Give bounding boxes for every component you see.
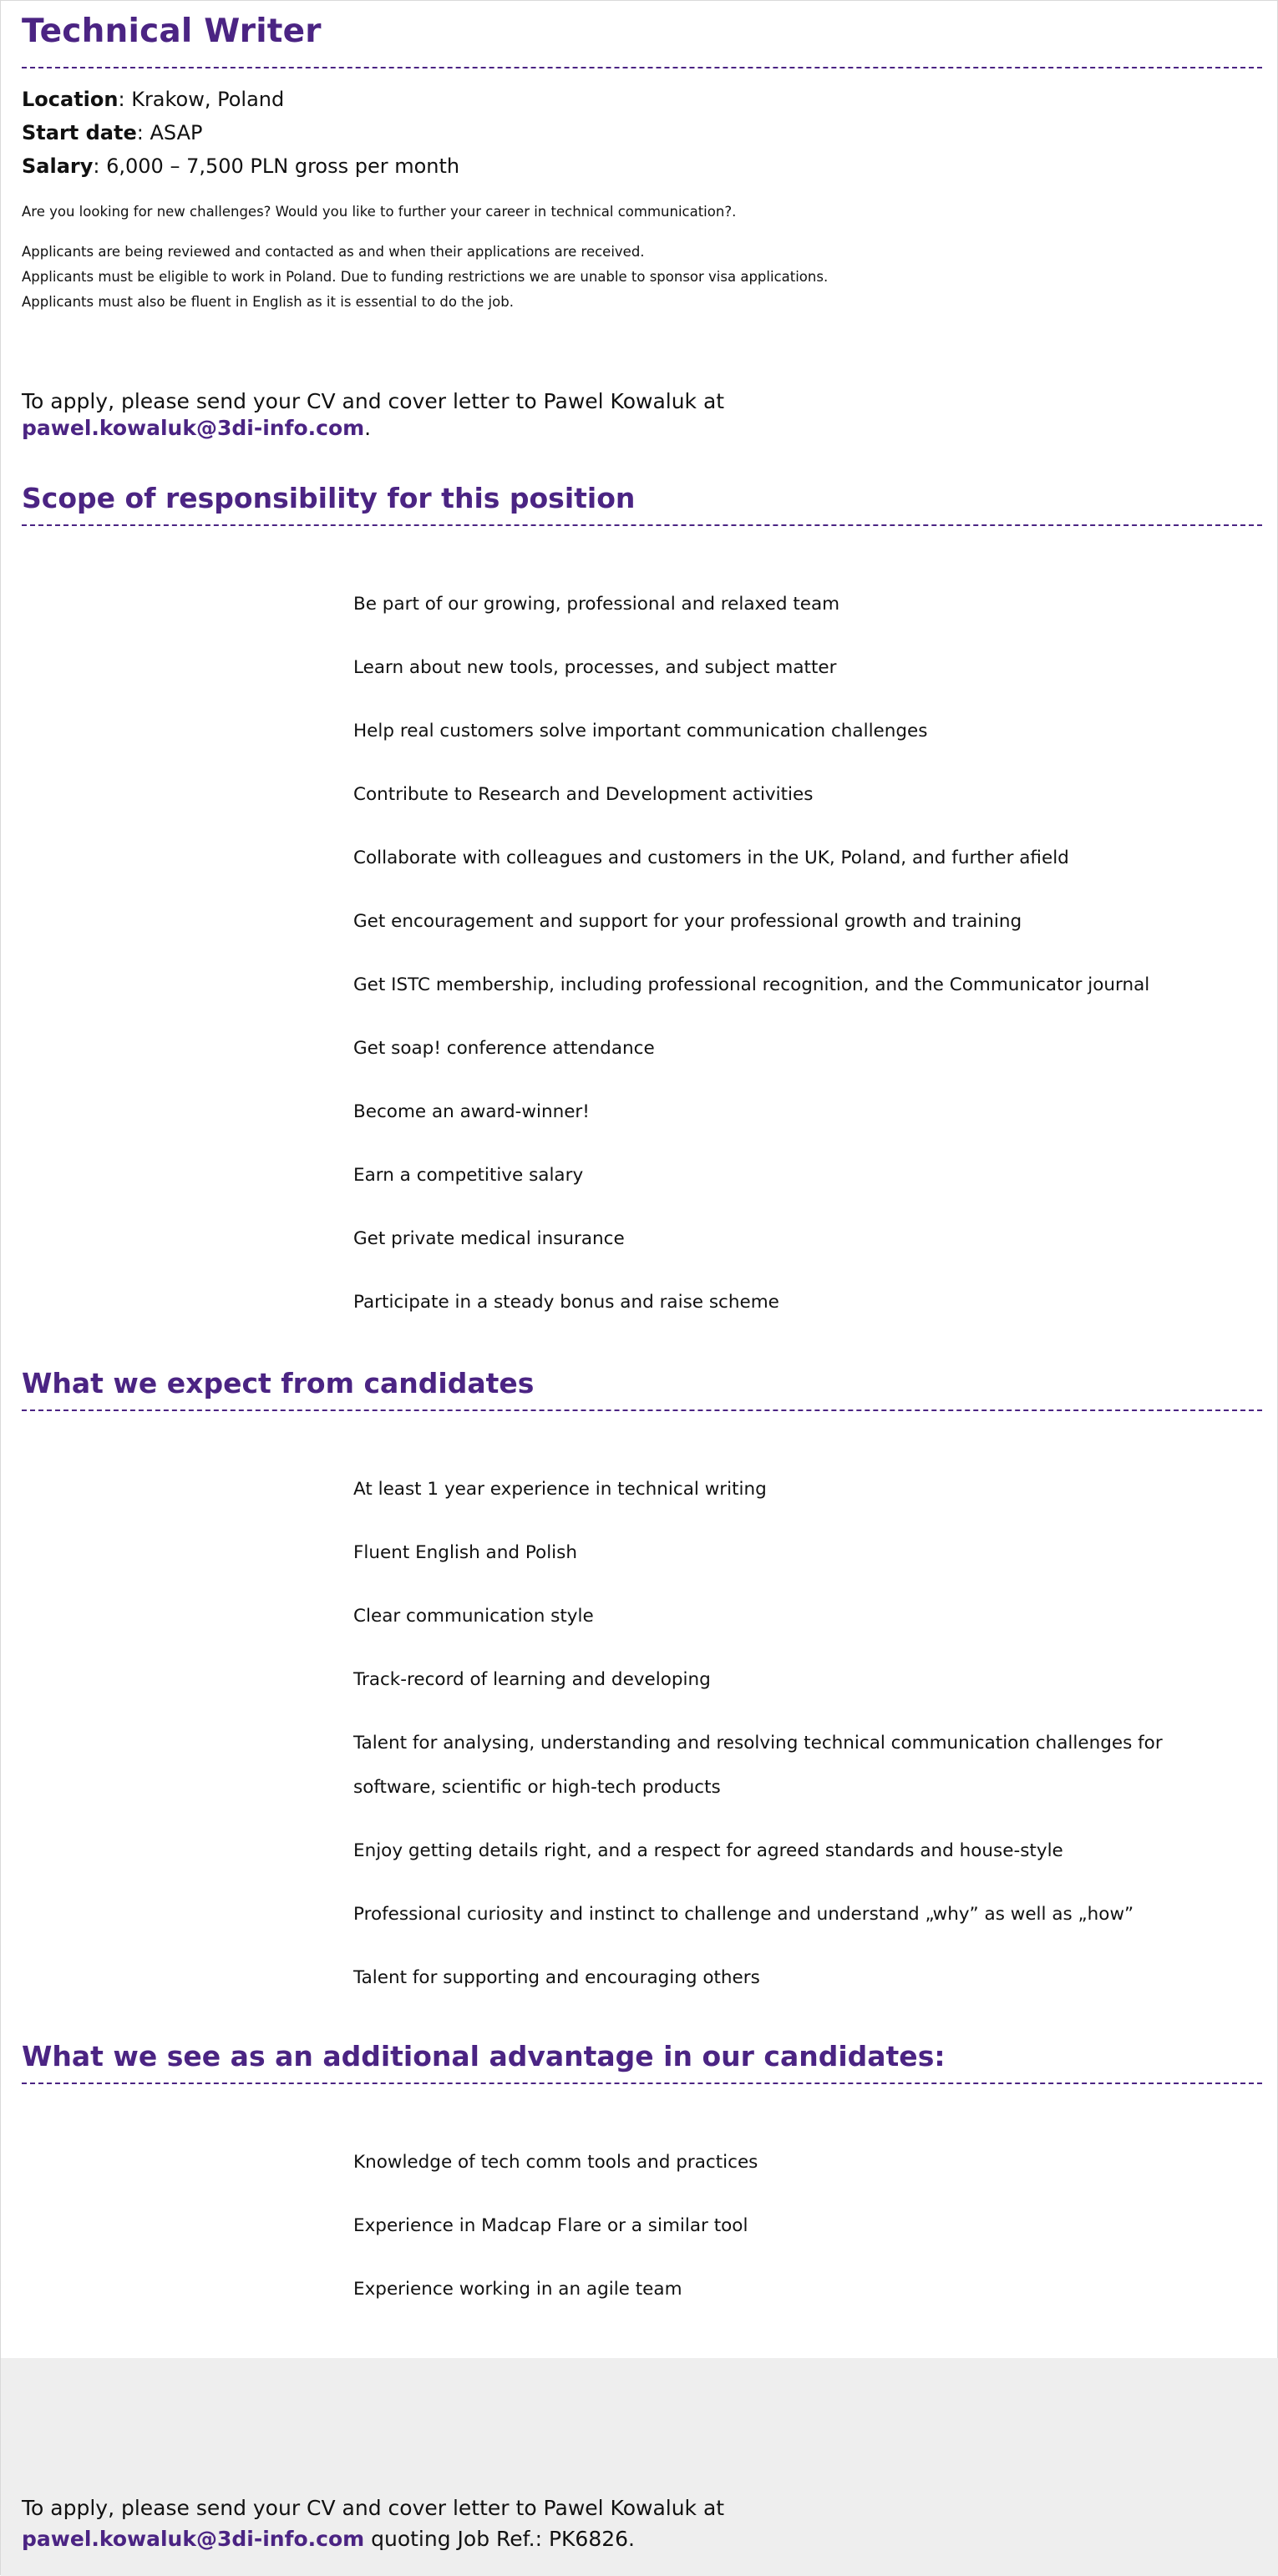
list-item: Experience working in an agile team <box>353 2279 682 2300</box>
list-item: Be part of our growing, professional and relaxed team <box>353 594 840 615</box>
list-item: Get private medical insurance <box>353 1228 625 1249</box>
intro-question: Are you looking for new challenges? Would you like to further your career in technical communication?. <box>22 204 737 220</box>
apply-text: To apply, please send your CV and cover letter to Pawel Kowaluk at <box>22 389 725 413</box>
list-item: Experience in Madcap Flare or a similar tool <box>353 2215 748 2236</box>
list-item: Help real customers solve important communication challenges <box>353 721 928 741</box>
advantage-list <box>353 2140 1239 2321</box>
list-item: Knowledge of tech comm tools and practices <box>353 2152 758 2173</box>
list-item: Participate in a steady bonus and raise scheme <box>353 1292 779 1313</box>
expect-list <box>353 1467 1239 2010</box>
advantage-heading: What we see as an additional advantage in our candidates: <box>22 2040 946 2072</box>
salary-value: 6,000 – 7,500 PLN gross per month <box>106 154 460 178</box>
intro-note-1: Applicants are being reviewed and contacted as and when their applications are received. <box>22 244 645 260</box>
list-item: Fluent English and Polish <box>353 1542 577 1563</box>
footer-email-link[interactable]: pawel.kowaluk@3di-info.com <box>22 2527 365 2551</box>
list-item: Get ISTC membership, including professional recognition, and the Communicator journal <box>353 974 1150 995</box>
location-value: Krakow, Poland <box>131 88 285 111</box>
list-item: Professional curiosity and instinct to challenge and understand „why” as well as „how” <box>353 1904 1134 1925</box>
scope-list <box>353 582 1239 1334</box>
list-item: Earn a competitive salary <box>353 1165 584 1186</box>
expect-divider <box>22 1409 1262 1411</box>
page-title: Technical Writer <box>22 13 322 50</box>
scope-divider <box>22 524 1262 526</box>
intro-note-2: Applicants must be eligible to work in Poland. Due to funding restrictions we are unable to sponsor visa applications. <box>22 269 829 285</box>
salary-line: Salary: 6,000 – 7,500 PLN gross per month <box>22 154 460 178</box>
list-item: Clear communication style <box>353 1606 594 1627</box>
list-item: Get soap! conference attendance <box>353 1038 655 1059</box>
title-divider <box>22 67 1262 68</box>
footer-apply-paragraph <box>22 2492 907 2554</box>
list-item: Learn about new tools, processes, and subject matter <box>353 657 837 678</box>
scope-heading: Scope of responsibility for this position <box>22 482 636 514</box>
list-item: Contribute to Research and Development activities <box>353 784 814 805</box>
footer-apply-text: To apply, please send your CV and cover letter to Pawel Kowaluk at <box>22 2496 725 2520</box>
intro-note-3: Applicants must also be fluent in English as it is essential to do the job. <box>22 294 514 310</box>
location-line: Location: Krakow, Poland <box>22 88 285 111</box>
list-item: At least 1 year experience in technical writing <box>353 1479 767 1500</box>
list-item: Enjoy getting details right, and a respect for agreed standards and house-style <box>353 1840 1063 1861</box>
location-label: Location <box>22 88 119 111</box>
list-item: Become an award-winner! <box>353 1101 590 1122</box>
apply-paragraph <box>22 388 773 442</box>
advantage-divider <box>22 2083 1262 2084</box>
start-date-value: ASAP <box>150 121 203 144</box>
list-item: Get encouragement and support for your professional growth and training <box>353 911 1022 932</box>
list-item: Talent for supporting and encouraging others <box>353 1967 760 1988</box>
expect-heading: What we expect from candidates <box>22 1367 535 1399</box>
start-date-line: Start date: ASAP <box>22 121 203 144</box>
apply-email-link[interactable]: pawel.kowaluk@3di-info.com <box>22 416 365 440</box>
footer-job-ref: quoting Job Ref.: PK6826. <box>371 2527 635 2551</box>
start-date-label: Start date <box>22 121 137 144</box>
salary-label: Salary <box>22 154 94 178</box>
list-item: Track-record of learning and developing <box>353 1669 711 1690</box>
apply-end: . <box>364 416 372 440</box>
list-item: Talent for analysing, understanding and resolving technical communication challenges for software, scientific or high-tech products <box>353 1733 1163 1798</box>
list-item: Collaborate with colleagues and customers in the UK, Poland, and further afield <box>353 848 1069 868</box>
